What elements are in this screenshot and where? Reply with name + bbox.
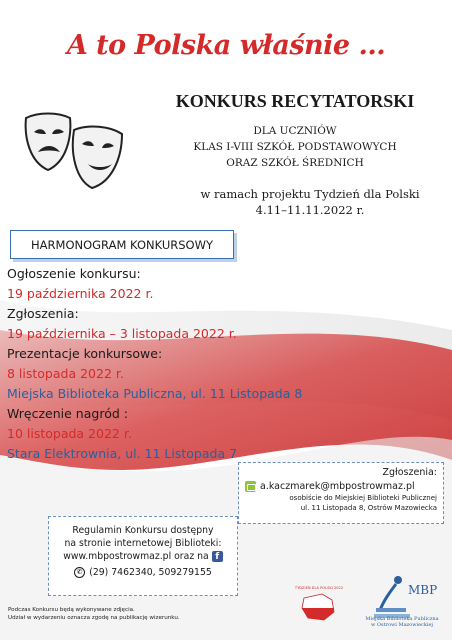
announcement-date: 19 października 2022 r. bbox=[7, 286, 154, 301]
presentation-label: Prezentacje konkursowe: bbox=[7, 346, 163, 361]
project-block bbox=[170, 186, 450, 218]
contest-title: KONKURS RECYTATORSKI bbox=[175, 91, 415, 111]
mbp-name-line-1: Miejska Biblioteka Publiczna bbox=[365, 616, 439, 622]
website-link[interactable]: www.mbpostrowmaz.pl oraz na bbox=[63, 551, 209, 562]
contact-line-1: osobiście do Miejskiej Biblioteki Publicznej bbox=[289, 494, 437, 502]
theatre-masks-icon bbox=[18, 108, 130, 198]
regulations-box bbox=[48, 516, 238, 596]
mbp-name-line-2: w Ostrowi Mazowieckiej bbox=[371, 622, 433, 628]
presentation-place: Miejska Biblioteka Publiczna, ul. 11 Listopada 8 bbox=[7, 386, 303, 401]
audience-line-2: KLAS I-VIII SZKÓŁ PODSTAWOWYCH bbox=[193, 141, 397, 153]
harmonogram-title: HARMONOGRAM KONKURSOWY bbox=[10, 230, 234, 259]
registration-label: Zgłoszenia: bbox=[7, 306, 79, 321]
footer-note bbox=[8, 606, 238, 622]
contact-title: Zgłoszenia: bbox=[382, 467, 437, 478]
mbp-letters: MBP bbox=[408, 583, 438, 597]
tdp-caption: TYDZIEŃ DLA POLSKI 2022 bbox=[294, 586, 344, 590]
awards-place: Stara Elektrownia, ul. 11 Listopada 7 bbox=[7, 446, 238, 461]
contact-box bbox=[238, 462, 444, 524]
project-line: w ramach projektu Tydzień dla Polski bbox=[200, 187, 420, 201]
regulations-line-2: na stronie internetowej Biblioteki: bbox=[64, 538, 222, 549]
tydzien-dla-polski-logo bbox=[296, 586, 342, 624]
audience-line-1: DLA UCZNIÓW bbox=[253, 125, 337, 137]
contact-email-link[interactable]: a.kaczmarek@mbpostrowmaz.pl bbox=[260, 481, 415, 492]
contact-line-2: ul. 11 Listopada 8, Ostrów Mazowiecka bbox=[300, 504, 437, 512]
project-dates: 4.11–11.11.2022 r. bbox=[255, 203, 365, 217]
email-icon bbox=[245, 481, 256, 492]
schedule-list bbox=[7, 264, 447, 464]
footer-note-line-2: Udział w wydarzeniu oznacza zgodę na publikację wizerunku. bbox=[8, 615, 180, 621]
awards-label: Wręczenie nagród : bbox=[7, 406, 128, 421]
phone-numbers: (29) 7462340, 509279155 bbox=[89, 567, 212, 578]
mbp-name bbox=[352, 616, 452, 628]
presentation-date: 8 listopada 2022 r. bbox=[7, 366, 124, 381]
facebook-icon[interactable]: f bbox=[212, 551, 223, 562]
regulations-line-1: Regulamin Konkursu dostępny bbox=[72, 525, 214, 536]
audience-block bbox=[150, 123, 440, 171]
footer-note-line-1: Podczas Konkursu będą wykonywane zdjęcia. bbox=[8, 607, 135, 613]
audience-line-3: ORAZ SZKÓŁ ŚREDNICH bbox=[226, 157, 364, 169]
awards-date: 10 listopada 2022 r. bbox=[7, 426, 132, 441]
headline: A to Polska właśnie ... bbox=[66, 30, 386, 61]
registration-dates: 19 października – 3 listopada 2022 r. bbox=[7, 326, 237, 341]
phone-icon: ✆ bbox=[74, 567, 85, 578]
announcement-label: Ogłoszenie konkursu: bbox=[7, 266, 141, 281]
